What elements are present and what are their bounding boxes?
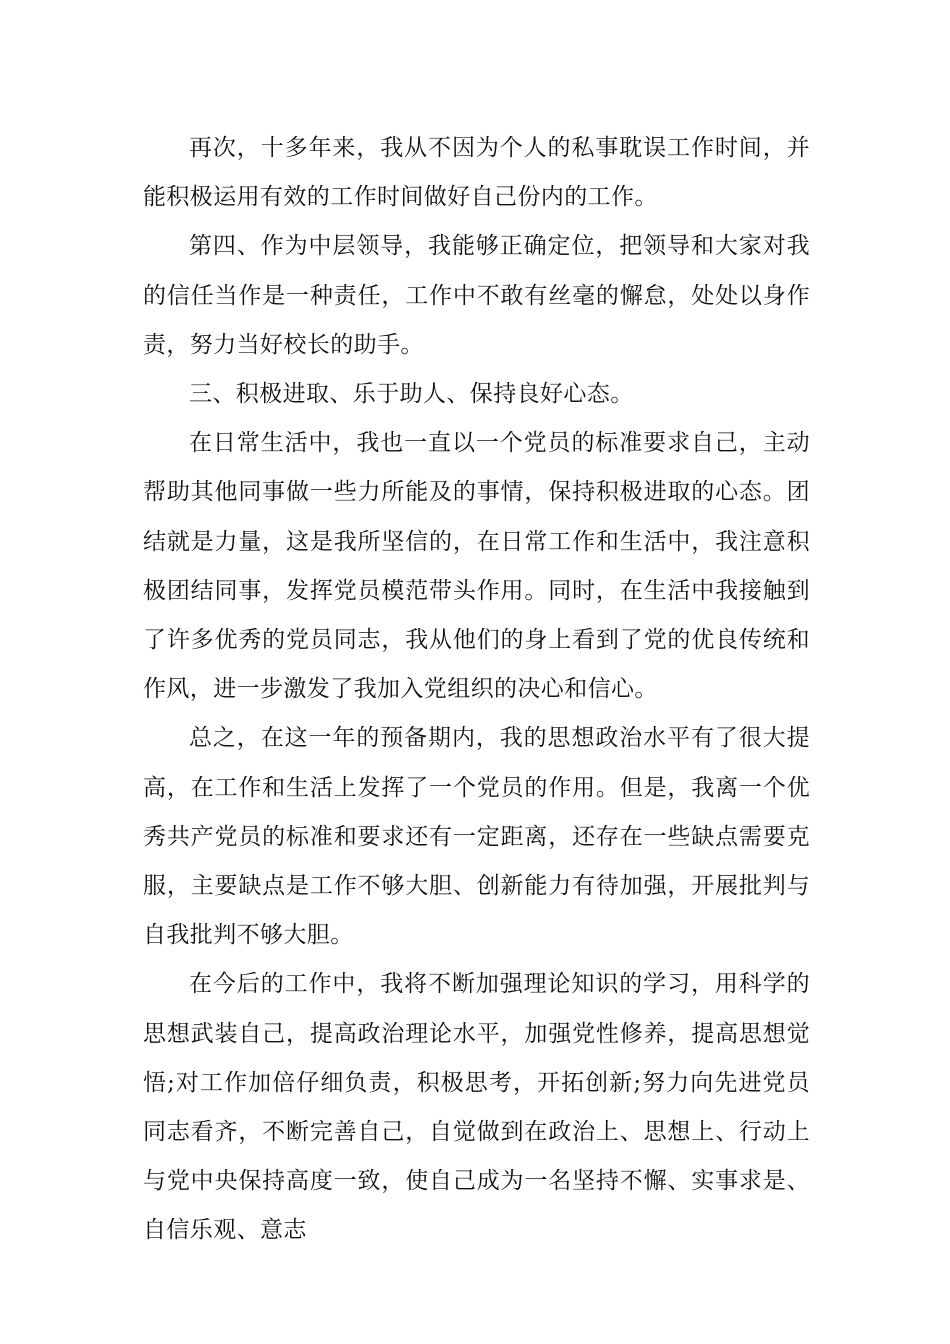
paragraph-leadership: 第四、作为中层领导，我能够正确定位，把领导和大家对我的信任当作是一种责任，工作中不敢有丝毫的懈怠，处处以身作责，努力当好校长的助手。	[143, 233, 810, 358]
paragraph-punctuality: 再次，十多年来，我从不因为个人的私事耽误工作时间，并能积极运用有效的工作时间做好自己份内的工作。	[143, 135, 810, 211]
document-body	[143, 124, 810, 1256]
paragraph-future-work: 在今后的工作中，我将不断加强理论知识的学习，用科学的思想武装自己，提高政治理论水平，加强党性修养，提高思想觉悟;对工作加倍仔细负责，积极思考，开拓创新;努力向先进党员同志看齐，不断完善自己，自觉做到在政治上、思想上、行动上与党中央保持高度一致，使自己成为一名坚持不懈、实事求是、自信乐观、意志	[143, 971, 810, 1244]
paragraph-daily-life: 在日常生活中，我也一直以一个党员的标准要求自己，主动帮助其他同事做一些力所能及的事情，保持积极进取的心态。团结就是力量，这是我所坚信的，在日常工作和生活中，我注意积极团结同事，发挥党员模范带头作用。同时，在生活中我接触到了许多优秀的党员同志，我从他们的身上看到了党的优良传统和作风，进一步激发了我加入党组织的决心和信心。	[143, 430, 810, 703]
paragraph-summary: 总之，在这一年的预备期内，我的思想政治水平有了很大提高，在工作和生活上发挥了一个党员的作用。但是，我离一个优秀共产党员的标准和要求还有一定距离，还存在一些缺点需要克服，主要缺点是工作不够大胆、创新能力有待加强，开展批判与自我批判不够大胆。	[143, 725, 810, 949]
section-heading-attitude: 三、积极进取、乐于助人、保持良好心态。	[189, 381, 634, 408]
